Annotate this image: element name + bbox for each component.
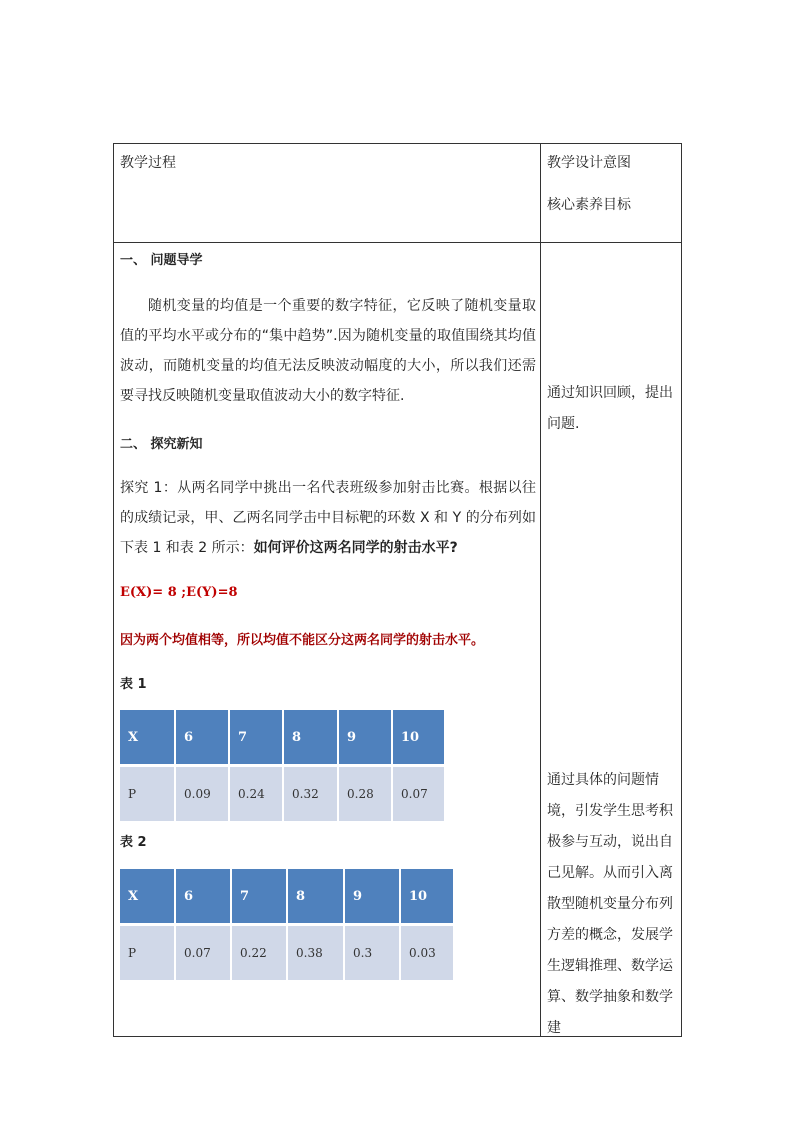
- table-cell: P: [120, 926, 176, 983]
- header-left-cell: [114, 144, 541, 243]
- distribution-table-1: [120, 710, 446, 824]
- table-cell: P: [120, 767, 176, 824]
- table-cell: X: [120, 869, 176, 926]
- table-cell: 7: [230, 710, 284, 767]
- core-literacy-title: 核心素养目标: [547, 197, 631, 213]
- body-row: [114, 243, 682, 1037]
- table-cell: 0.03: [401, 926, 455, 983]
- expectation-formula: E(X)= 8 ;E(Y)=8: [120, 585, 238, 600]
- table-cell: 0.28: [339, 767, 393, 824]
- table-cell: 9: [339, 710, 393, 767]
- table2-header-row: [120, 869, 455, 926]
- table-cell: 0.24: [230, 767, 284, 824]
- teaching-process-title: 教学过程: [120, 155, 176, 171]
- body-left-cell: [114, 243, 541, 1037]
- table-cell: 0.07: [176, 926, 232, 983]
- explore-text: 探究 1：从两名同学中挑出一名代表班级参加射击比赛。根据以往的成绩记录，甲、乙两名同学击中目标靶的环数 X 和 Y 的分布列如下表 1 和表 2 所示：: [120, 480, 536, 556]
- table-cell: 9: [345, 869, 401, 926]
- table-cell: 7: [232, 869, 288, 926]
- section1-paragraph: 随机变量的均值是一个重要的数字特征，它反映了随机变量取值的平均水平或分布的“集中趋势”.因为随机变量的取值围绕其均值波动，而随机变量的均值无法反映波动幅度的大小，所以我们还需要寻找反映随机变量取值波动大小的数字特征.: [120, 298, 536, 404]
- section1-heading: 一、 问题导学: [120, 253, 203, 268]
- lesson-plan-table: [113, 143, 682, 1037]
- header-right-cell: [541, 144, 682, 243]
- intent-note-review: 通过知识回顾，提出问题.: [547, 385, 673, 432]
- table-cell: 8: [288, 869, 345, 926]
- explore-paragraph: [120, 473, 536, 563]
- conclusion-text: 因为两个均值相等，所以均值不能区分这两名同学的射击水平。: [120, 633, 485, 648]
- table-cell: 10: [401, 869, 455, 926]
- table-cell: 8: [284, 710, 339, 767]
- table-cell: X: [120, 710, 176, 767]
- table-cell: 0.32: [284, 767, 339, 824]
- table-cell: 0.38: [288, 926, 345, 983]
- header-row: [114, 144, 682, 243]
- table2-prob-row: [120, 926, 455, 983]
- table-cell: 10: [393, 710, 446, 767]
- intent-note-concept: 通过具体的问题情境，引发学生思考积极参与互动，说出自己见解。从而引入离散型随机变量分布列方差的概念，发展学生逻辑推理、数学运算、数学抽象和数学建: [547, 772, 673, 1036]
- table-cell: 6: [176, 869, 232, 926]
- table2-label: 表 2: [120, 835, 147, 850]
- table1-label: 表 1: [120, 677, 147, 692]
- table-cell: 6: [176, 710, 230, 767]
- table-cell: 0.07: [393, 767, 446, 824]
- body-right-cell: [541, 243, 682, 1037]
- design-intent-title: 教学设计意图: [547, 155, 631, 171]
- explore-question: 如何评价这两名同学的射击水平?: [253, 540, 458, 556]
- table-cell: 0.09: [176, 767, 230, 824]
- table-cell: 0.22: [232, 926, 288, 983]
- table-cell: 0.3: [345, 926, 401, 983]
- distribution-table-2: [120, 869, 455, 983]
- table1-header-row: [120, 710, 446, 767]
- table1-prob-row: [120, 767, 446, 824]
- section2-heading: 二、 探究新知: [120, 437, 203, 452]
